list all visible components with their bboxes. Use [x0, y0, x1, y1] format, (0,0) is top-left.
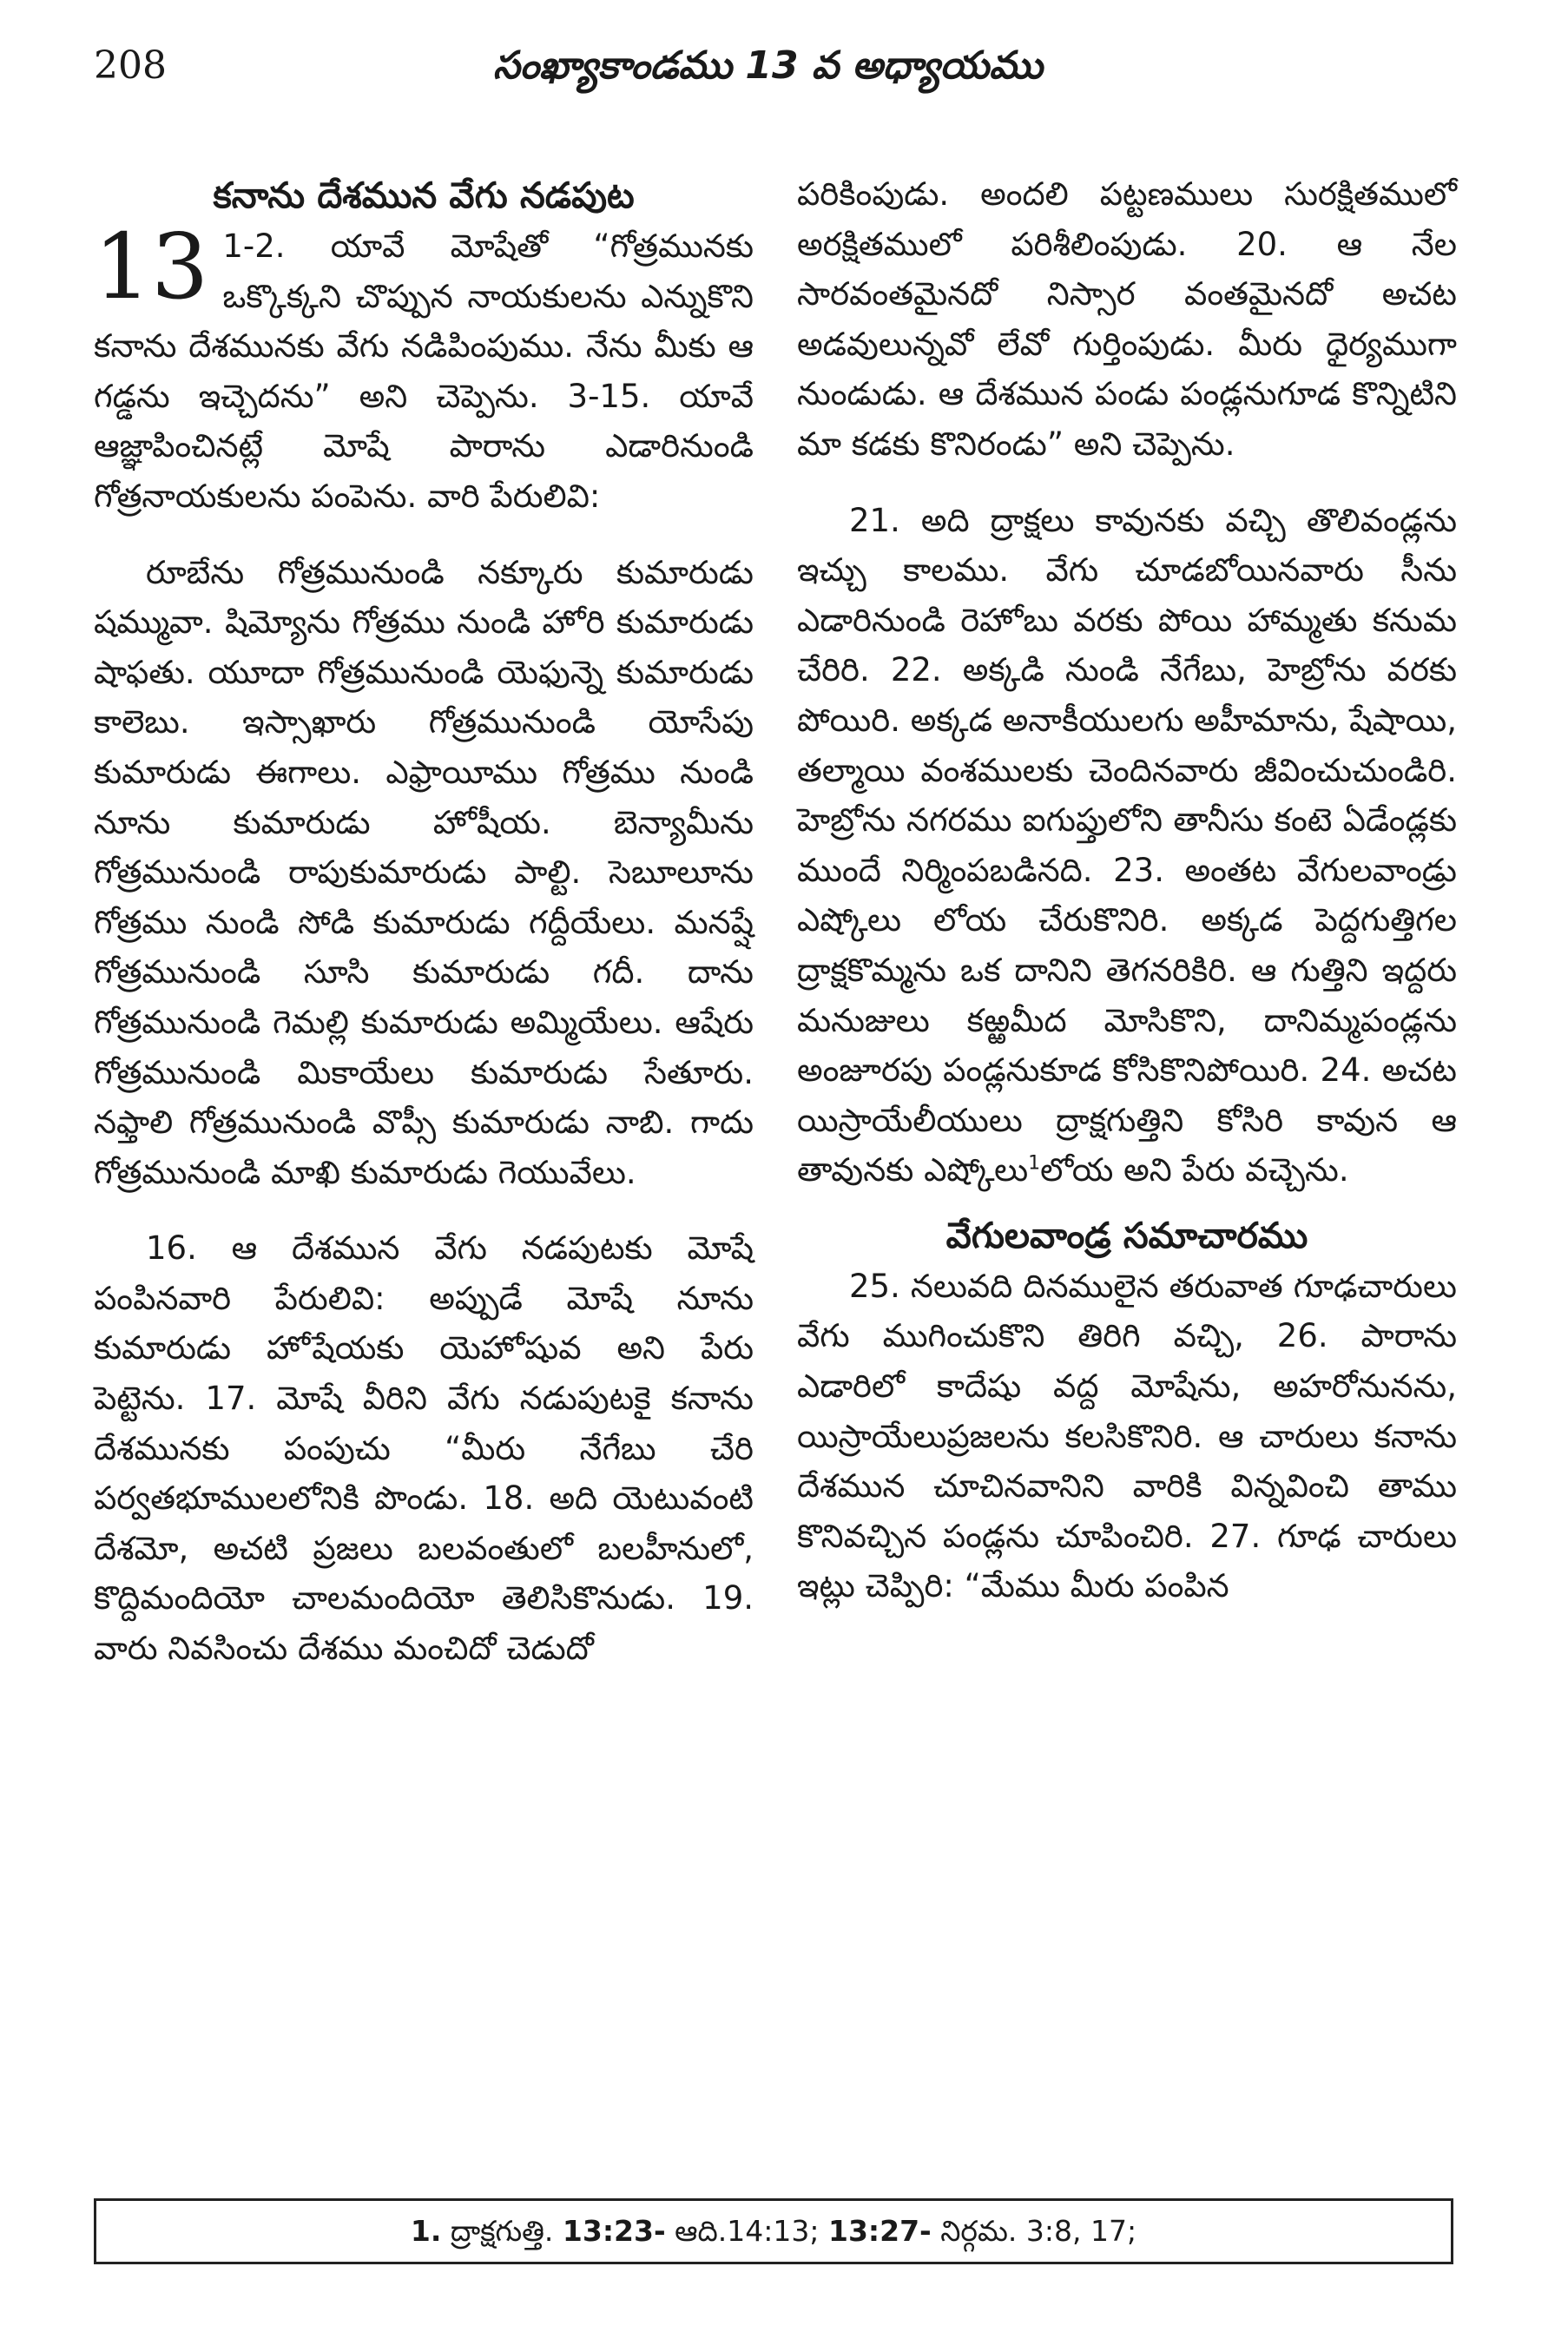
footnote-reference: 13:27-	[828, 2214, 932, 2248]
footnote-number: 1.	[410, 2214, 442, 2248]
footnote-reference: 13:23-	[562, 2214, 666, 2248]
running-title: సంఖ్యాకాండము 13 వ అధ్యాయము	[493, 43, 1043, 88]
paragraph-exploration-text: 21. అది ద్రాక్షలు కావునకు వచ్చి తొలివండ్లను ఇచ్చు కాలము. వేగు చూడబోయినవారు సీను ఎడారినుండి రెహోబు వరకు పోయి హామ్మతు కనుమ చేరిరి. 22. అక్కడి నుండి నేగేబు, హెబ్రోను వరకు పోయిరి. అక్కడ అనాకీయులగు అహీమాను, షేషాయి, తల్మాయి వంశములకు చెందినవారు జీవించుచుండిరి. హెబ్రోను నగరము ఐగుప్తులోని తానీసు కంటె ఏడేండ్లకు ముందే నిర్మింపబడినది. 23. అంతట వేగులవాండ్రు ఎష్కోలు లోయ చేరుకొనిరి. అక్కడ పెద్దగుత్తిగల ద్రాక్షకొమ్మను ఒక దానిని తెగనరికిరి. ఆ గుత్తిని ఇద్దరు మనుజులు కఱ్ఱమీద మోసికొని, దానిమ్మపండ్లను అంజూరపు పండ్లనుకూడ కోసికొనిపోయిరి. 24. అచట యిస్రాయేలీయులు ద్రాక్షగుత్తిని కోసిరి కావున ఆ తావునకు ఎష్కోలు	[797, 501, 1457, 1189]
footnote-crossref: నిర్గమ. 3:8, 17;	[940, 2214, 1137, 2248]
section-heading-spies-sent: కనాను దేశమున వేగు నడపుట	[213, 175, 635, 216]
footnote-crossref: ఆది.14:13;	[675, 2214, 820, 2248]
footnote-marker: 1	[1028, 1152, 1041, 1175]
right-column	[797, 169, 1457, 1611]
paragraph-command	[94, 214, 754, 522]
chapter-number: 13	[94, 214, 209, 320]
paragraph-exploration-tail: లోయ అని పేరు వచ్చెను.	[1040, 1151, 1349, 1189]
footnote-box	[94, 2198, 1453, 2264]
left-column	[94, 169, 754, 1674]
paragraph-exploration	[797, 496, 1457, 1196]
page-header	[94, 43, 1466, 122]
paragraph-instructions: 16. ఆ దేశమున వేగు నడపుటకు మోషే పంపినవారి పేరులివి: అప్పుడే మోషే నూను కుమారుడు హోషేయకు యెహోషువ అని పేరు పెట్టెను. 17. మోషే వీరిని వేగు నడుపుటకై కనాను దేశమునకు పంపుచు “మీరు నేగేబు చేరి పర్వతభూములలోనికి పొండు. 18. అది యెటువంటి దేశమో, అచటి ప్రజలు బలవంతులో బలహీనులో, కొద్దిమందియో చాలమందియో తెలిసికొనుడు. 19. వారు నివసించు దేశము మంచిదో చెడుదో	[94, 1229, 754, 1668]
paragraph-report: 25. నలువది దినములైన తరువాత గూఢచారులు వేగు ముగించుకొని తిరిగి వచ్చి, 26. పారాను ఎడారిలో కాదేషు వద్ద మోషేను, అహరోనునను, యిస్రాయేలుప్రజలను కలసికొనిరి. ఆ చారులు కనాను దేశమున చూచినవానిని వారికి విన్నవించి తాము కొనివచ్చిన పండ్లను చూపించిరి. 27. గూఢ చారులు ఇట్లు చెప్పిరి: “మేము మీరు పంపిన	[797, 1267, 1457, 1605]
paragraph-tribe-leaders: రూబేను గోత్రమునుండి నక్కూరు కుమారుడు షమ్మువా. షిమ్యోను గోత్రము నుండి హోరి కుమారుడు షాఫతు. యూదా గోత్రమునుండి యెఫున్నె కుమారుడు కాలెబు. ఇస్సాఖారు గోత్రమునుండి యోసేపు కుమారుడు ఈగాలు. ఎఫ్రాయీము గోత్రము నుండి నూను కుమారుడు హోషీయ. బెన్యామీను గోత్రమునుండి రాపుకుమారుడు పాల్టి. సెబూలూను గోత్రము నుండి సోడి కుమారుడు గద్దీయేలు. మనష్షే గోత్రమునుండి సూసి కుమారుడు గదీ. దాను గోత్రమునుండి గెమల్లి కుమారుడు అమ్మియేలు. ఆషేరు గోత్రమునుండి మికాయేలు కుమారుడు సేతూరు. నఫ్తాలి గోత్రమునుండి వొప్సీ కుమారుడు నాబి. గాదు గోత్రమునుండి మాఖి కుమారుడు గెయువేలు.	[94, 553, 754, 1191]
page-number: 208	[94, 43, 167, 88]
paragraph-instructions-continued: పరికింపుడు. అందలి పట్టణములు సురక్షితములో అరక్షితములో పరిశీలింపుడు. 20. ఆ నేల సారవంతమైనదో నిస్సార వంతమైనదో అచట అడవులున్నవో లేవో గుర్తింపుడు. మీరు ధైర్యముగా నుండుడు. ఆ దేశమున పండు పండ్లనుగూడ కొన్నిటిని మా కడకు కొనిరండు” అని చెప్పెను.	[797, 175, 1457, 463]
footnote-text: ద్రాక్షగుత్తి.	[450, 2214, 554, 2248]
section-heading-spies-report: వేగులవాండ్ర సమాచారము	[945, 1214, 1308, 1256]
paragraph-command-text: 1-2. యావే మోషేతో “గోత్రమునకు ఒక్కొక్కని చొప్పున నాయకులను ఎన్నుకొని కనాను దేశమునకు వేగు నడిపింపుము. నేను మీకు ఆ గడ్డను ఇచ్చెదను” అని చెప్పెను. 3-15. యావే ఆజ్ఞాపించినట్లే మోషే పారాను ఎడారినుండి గోత్రనాయకులను పంపెను. వారి పేరులివి:	[94, 227, 754, 515]
